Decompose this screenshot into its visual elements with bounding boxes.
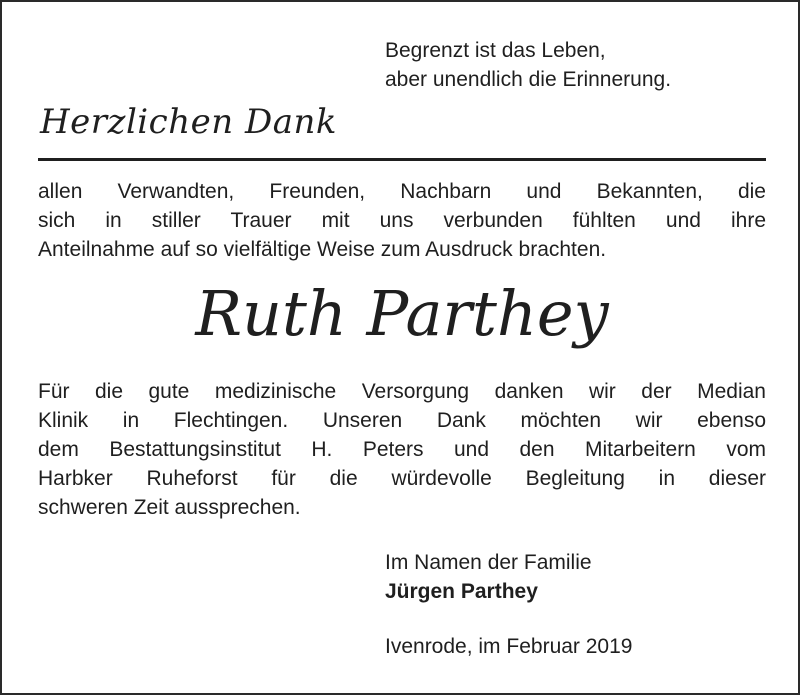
deceased-name: Ruth Parthey: [195, 277, 609, 350]
gratitude-line-2: Klinik in Flechtingen. Unseren Dank möchten wir ebenso: [38, 409, 766, 432]
divider-rule: [38, 158, 766, 161]
gratitude-line-1: Für die gute medizinische Versorgung danken wir der Median: [38, 380, 766, 403]
gratitude-line-5: schweren Zeit aussprechen.: [38, 496, 301, 519]
thanks-line-3: Anteilnahme auf so vielfältige Weise zum Ausdruck brachten.: [38, 238, 607, 261]
thanks-paragraph: [38, 177, 766, 264]
motto: [385, 36, 671, 94]
place-date: Ivenrode, im Februar 2019: [385, 635, 633, 658]
motto-line-2: aber unendlich die Erinnerung.: [385, 68, 672, 91]
signature-name: Jürgen Parthey: [385, 580, 538, 603]
thanks-line-2: sich in stiller Trauer mit uns verbunden fühlten und ihre: [38, 209, 766, 232]
gratitude-paragraph: [38, 377, 766, 522]
signature-line: Im Namen der Familie: [385, 551, 592, 574]
motto-line-1: Begrenzt ist das Leben,: [385, 39, 606, 62]
heading: Herzlichen Dank: [40, 102, 337, 142]
gratitude-line-3: dem Bestattungsinstitut H. Peters und den Mitarbeitern vom: [38, 438, 766, 461]
signature-block: [385, 548, 592, 606]
thanks-line-1: allen Verwandten, Freunden, Nachbarn und Bekannten, die: [38, 180, 766, 203]
gratitude-line-4: Harbker Ruheforst für die würdevolle Begleitung in dieser: [38, 467, 766, 490]
